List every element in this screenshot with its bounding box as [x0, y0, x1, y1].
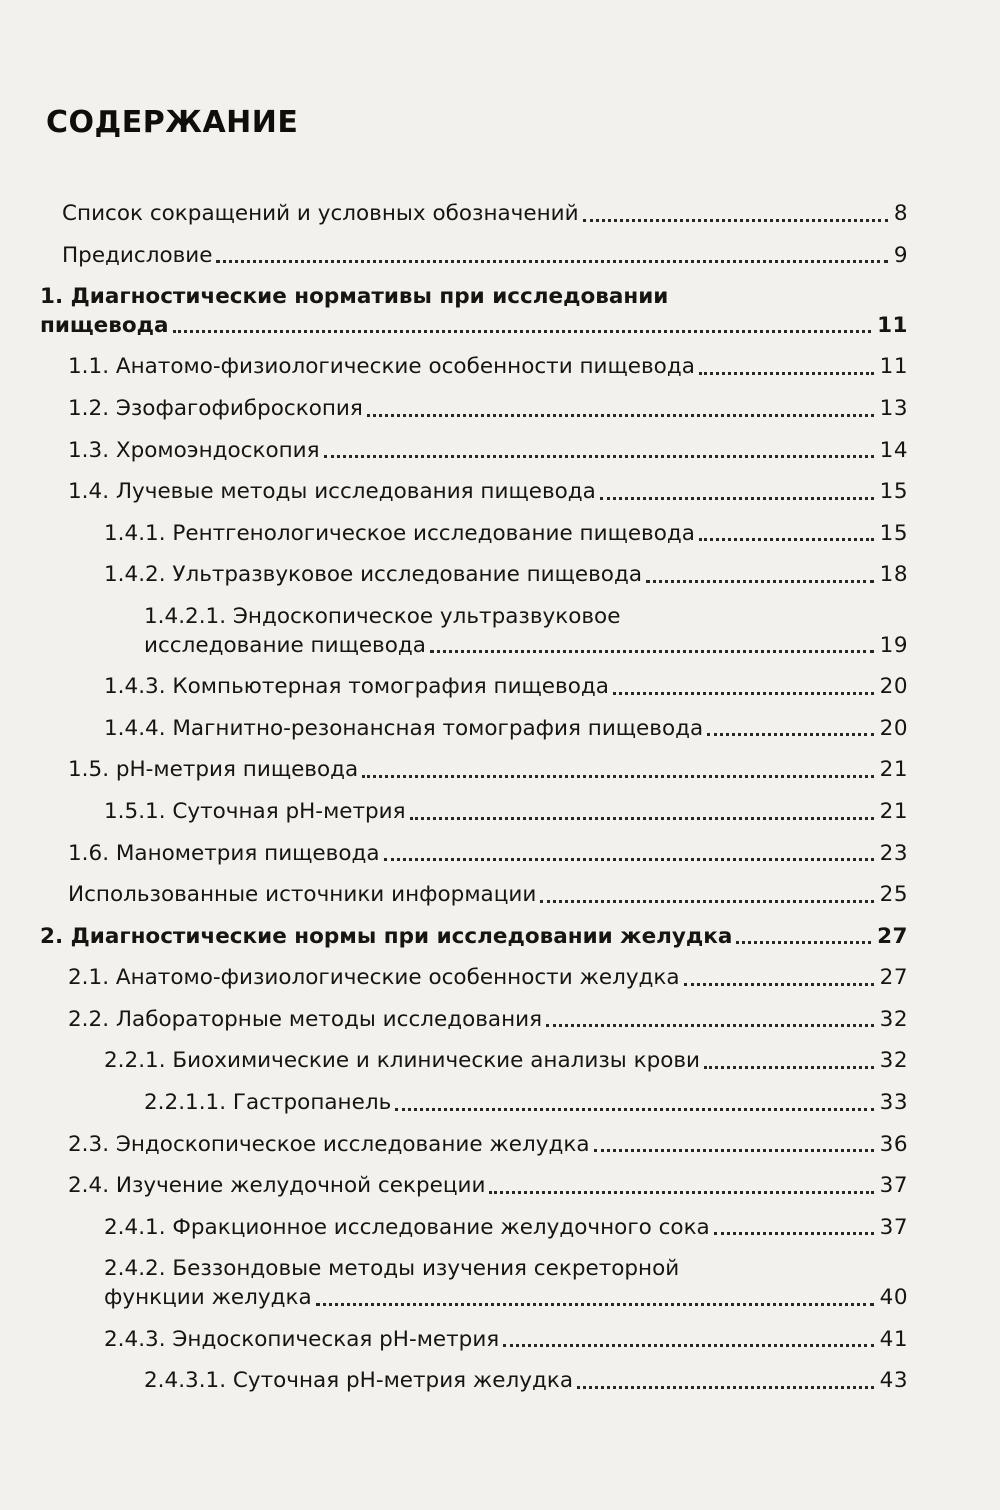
toc-leader-dots	[173, 330, 872, 333]
toc-leader-dots	[736, 941, 871, 944]
toc-entry[interactable]	[104, 1255, 908, 1312]
toc-entry[interactable]	[68, 395, 908, 424]
toc-entry-label: 1.6. Манометрия пищевода	[68, 840, 380, 866]
toc-leader-dots	[684, 983, 874, 986]
toc-leader-dots	[583, 219, 888, 222]
toc-leader-dots	[577, 1386, 874, 1389]
toc-entry-label: 1.5. pH-метрия пищевода	[68, 757, 359, 783]
toc-page-number: 32	[879, 1048, 908, 1074]
toc-page-number: 37	[879, 1214, 908, 1240]
toc-leader-dots	[540, 900, 873, 903]
toc-page-number: 37	[879, 1173, 908, 1199]
toc-entry[interactable]	[68, 964, 908, 993]
toc-entry[interactable]	[62, 242, 908, 271]
toc-leader-dots	[367, 414, 874, 417]
toc-entry[interactable]	[68, 1131, 908, 1160]
toc-leader-dots	[316, 1303, 874, 1306]
toc-page-number: 9	[893, 242, 908, 268]
toc-page-number: 11	[877, 312, 908, 338]
toc-page-number: 14	[879, 437, 908, 463]
toc-entry-label: Список сокращений и условных обозначений	[62, 201, 579, 226]
toc-entry-label: 2.4.3.1. Суточная pH-метрия желудка	[144, 1368, 574, 1394]
toc-entry[interactable]	[104, 1326, 908, 1355]
toc-leader-dots	[699, 372, 874, 375]
toc-page-number: 40	[879, 1285, 908, 1311]
toc-entry[interactable]	[104, 798, 908, 827]
toc-page-number: 15	[879, 479, 908, 505]
table-of-contents	[40, 200, 908, 1396]
toc-page-number: 19	[879, 632, 908, 658]
toc-leader-dots	[503, 1344, 873, 1347]
toc-entry-label: Использованные источники информации	[68, 882, 537, 908]
toc-entry-label-cont: функции желудка	[104, 1285, 312, 1311]
page-title: СОДЕРЖАНИЕ	[46, 105, 299, 140]
toc-entry[interactable]	[104, 1047, 908, 1076]
toc-leader-dots	[324, 455, 874, 458]
toc-page-number: 27	[877, 923, 908, 949]
toc-leader-dots	[546, 1024, 874, 1027]
toc-entry-label: 2.4. Изучение желудочной секреции	[68, 1173, 486, 1199]
toc-entry[interactable]	[144, 1089, 908, 1118]
toc-entry-label: 2.2. Лабораторные методы исследования	[68, 1006, 543, 1032]
toc-page-number: 43	[879, 1368, 908, 1394]
toc-entry-label: 2.4.3. Эндоскопическая pH-метрия	[104, 1326, 500, 1352]
toc-entry[interactable]	[40, 283, 908, 340]
toc-entry-label-cont: исследование пищевода	[144, 632, 426, 658]
toc-leader-dots	[216, 260, 887, 263]
toc-entry[interactable]	[104, 673, 908, 702]
toc-entry-label: 1.5.1. Суточная pH-метрия	[104, 798, 406, 824]
toc-page-number: 21	[879, 798, 908, 824]
toc-entry[interactable]	[62, 200, 908, 229]
toc-entry-label: 1.3. Хромоэндоскопия	[68, 437, 320, 463]
toc-entry[interactable]	[68, 353, 908, 382]
toc-leader-dots	[430, 650, 874, 653]
toc-leader-dots	[395, 1108, 873, 1111]
toc-entry[interactable]	[104, 561, 908, 590]
toc-page-number: 32	[879, 1006, 908, 1032]
toc-entry[interactable]	[104, 715, 908, 744]
toc-entry[interactable]	[68, 881, 908, 910]
toc-leader-dots	[600, 497, 874, 500]
toc-page-number: 18	[879, 562, 908, 588]
toc-entry[interactable]	[40, 923, 908, 952]
toc-entry-label: 2. Диагностические нормы при исследовании желудка	[40, 923, 733, 949]
toc-entry[interactable]	[68, 756, 908, 785]
toc-entry-label-cont: пищевода	[40, 312, 169, 338]
toc-leader-dots	[362, 775, 873, 778]
toc-entry-label: 1.4. Лучевые методы исследования пищевода	[68, 479, 596, 505]
toc-leader-dots	[489, 1191, 873, 1194]
toc-page-number: 20	[879, 674, 908, 700]
toc-leader-dots	[594, 1149, 874, 1152]
toc-leader-dots	[714, 1232, 874, 1235]
toc-leader-dots	[707, 733, 873, 736]
toc-page-number: 11	[879, 354, 908, 380]
toc-entry[interactable]	[68, 1172, 908, 1201]
toc-leader-dots	[410, 817, 874, 820]
toc-entry-label: 2.4.2. Беззондовые методы изучения секреторной	[104, 1256, 680, 1282]
toc-entry-label: 1.4.3. Компьютерная томография пищевода	[104, 674, 609, 700]
toc-entry-label: 1.4.4. Магнитно-резонансная томография пищевода	[104, 715, 704, 741]
toc-page-number: 36	[879, 1131, 908, 1157]
toc-page-number: 41	[879, 1326, 908, 1352]
toc-leader-dots	[384, 858, 874, 861]
toc-entry[interactable]	[68, 437, 908, 466]
toc-page-number: 15	[879, 520, 908, 546]
toc-entry-label: 1.4.2.1. Эндоскопическое ультразвуковое	[144, 603, 621, 629]
toc-entry-label: 1.1. Анатомо-физиологические особенности пищевода	[68, 354, 695, 380]
toc-entry[interactable]	[104, 520, 908, 549]
toc-entry[interactable]	[144, 1367, 908, 1396]
toc-page-number: 13	[879, 395, 908, 421]
toc-entry-label: 1.2. Эзофагофиброскопия	[68, 395, 363, 421]
toc-page-number: 8	[893, 201, 908, 226]
toc-entry[interactable]	[68, 478, 908, 507]
toc-entry-label: 2.4.1. Фракционное исследование желудочного сока	[104, 1214, 710, 1240]
toc-page-number: 23	[879, 840, 908, 866]
toc-page-number: 27	[879, 965, 908, 991]
toc-entry-label: 2.2.1.1. Гастропанель	[144, 1090, 392, 1116]
toc-entry[interactable]	[104, 1214, 908, 1243]
toc-leader-dots	[699, 538, 874, 541]
toc-leader-dots	[704, 1066, 874, 1069]
toc-leader-dots	[613, 692, 874, 695]
toc-entry[interactable]	[144, 603, 908, 660]
toc-entry-label: 2.2.1. Биохимические и клинические анализы крови	[104, 1048, 701, 1074]
toc-entry[interactable]	[68, 840, 908, 869]
toc-entry-label: 2.1. Анатомо-физиологические особенности желудка	[68, 965, 680, 991]
toc-entry-label: 1.4.2. Ультразвуковое исследование пищевода	[104, 562, 643, 588]
toc-page-number: 25	[879, 882, 908, 908]
toc-leader-dots	[646, 580, 874, 583]
toc-entry-label: 1.4.1. Рентгенологическое исследование пищевода	[104, 520, 695, 546]
toc-entry[interactable]	[68, 1006, 908, 1035]
toc-entry-label: 1. Диагностические нормативы при исследовании	[40, 284, 669, 310]
toc-page-number: 20	[879, 715, 908, 741]
toc-page-number: 33	[879, 1090, 908, 1116]
toc-entry-label: Предисловие	[62, 242, 213, 268]
toc-entry-label: 2.3. Эндоскопическое исследование желудка	[68, 1131, 590, 1157]
toc-page-number: 21	[879, 757, 908, 783]
